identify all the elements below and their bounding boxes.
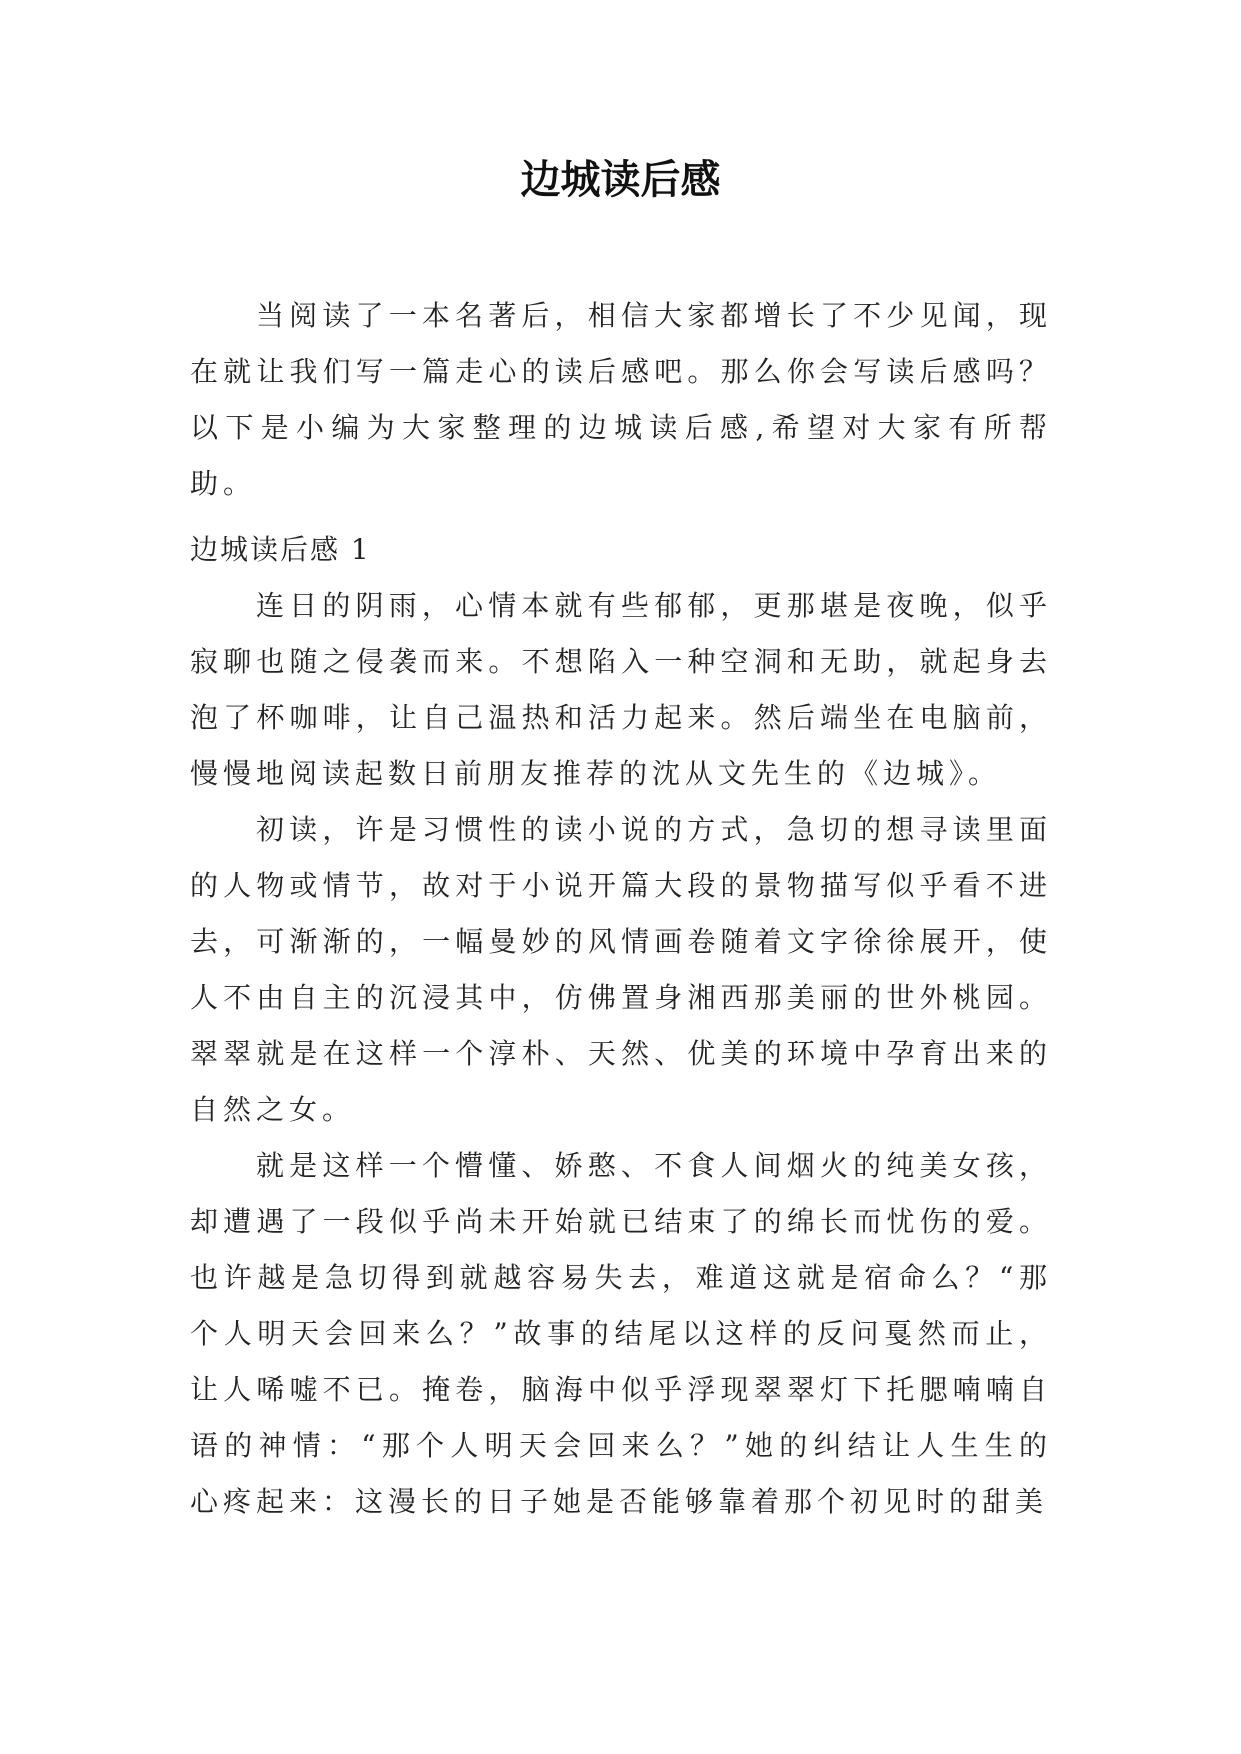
section-heading: 边城读后感 1 — [190, 533, 371, 566]
essay-body — [190, 578, 1052, 1530]
document-title: 边城读后感 — [520, 156, 721, 203]
essay-paragraph-2: 初读，许是习惯性的读小说的方式，急切的想寻读里面的人物或情节，故对于小说开篇大段的景物描写似乎看不进去，可渐渐的，一幅曼妙的风情画卷随着文字徐徐展开，使人不由自主的沉浸其中，仿佛置身湘西那美丽的世外桃园。翠翠就是在这样一个淳朴、天然、优美的环境中孕育出来的自然之女。 — [190, 813, 1052, 1126]
essay-paragraph-3: 就是这样一个懵懂、娇憨、不食人间烟火的纯美女孩，却遭遇了一段似乎尚未开始就已结束了的绵长而忧伤的爱。也许越是急切得到就越容易失去，难道这就是宿命么？“那个人明天会回来么？”故事的结尾以这样的反问戛然而止，让人唏嘘不已。掩卷，脑海中似乎浮现翠翠灯下托腮喃喃自语的神情：“那个人明天会回来么？”她的纠结让人生生的心疼起来：这漫长的日子她是否能够靠着那个初见时的甜美 — [190, 1149, 1052, 1518]
intro-block — [190, 288, 1052, 512]
intro-paragraph: 当阅读了一本名著后，相信大家都增长了不少见闻，现在就让我们写一篇走心的读后感吧。那么你会写读后感吗？以下是小编为大家整理的边城读后感,希望对大家有所帮助。 — [190, 299, 1052, 500]
essay-paragraph-1: 连日的阴雨，心情本就有些郁郁，更那堪是夜晚，似乎寂聊也随之侵袭而来。不想陷入一种空洞和无助，就起身去泡了杯咖啡，让自己温热和活力起来。然后端坐在电脑前，慢慢地阅读起数日前朋友推荐的沈从文先生的《边城》。 — [190, 589, 1052, 790]
